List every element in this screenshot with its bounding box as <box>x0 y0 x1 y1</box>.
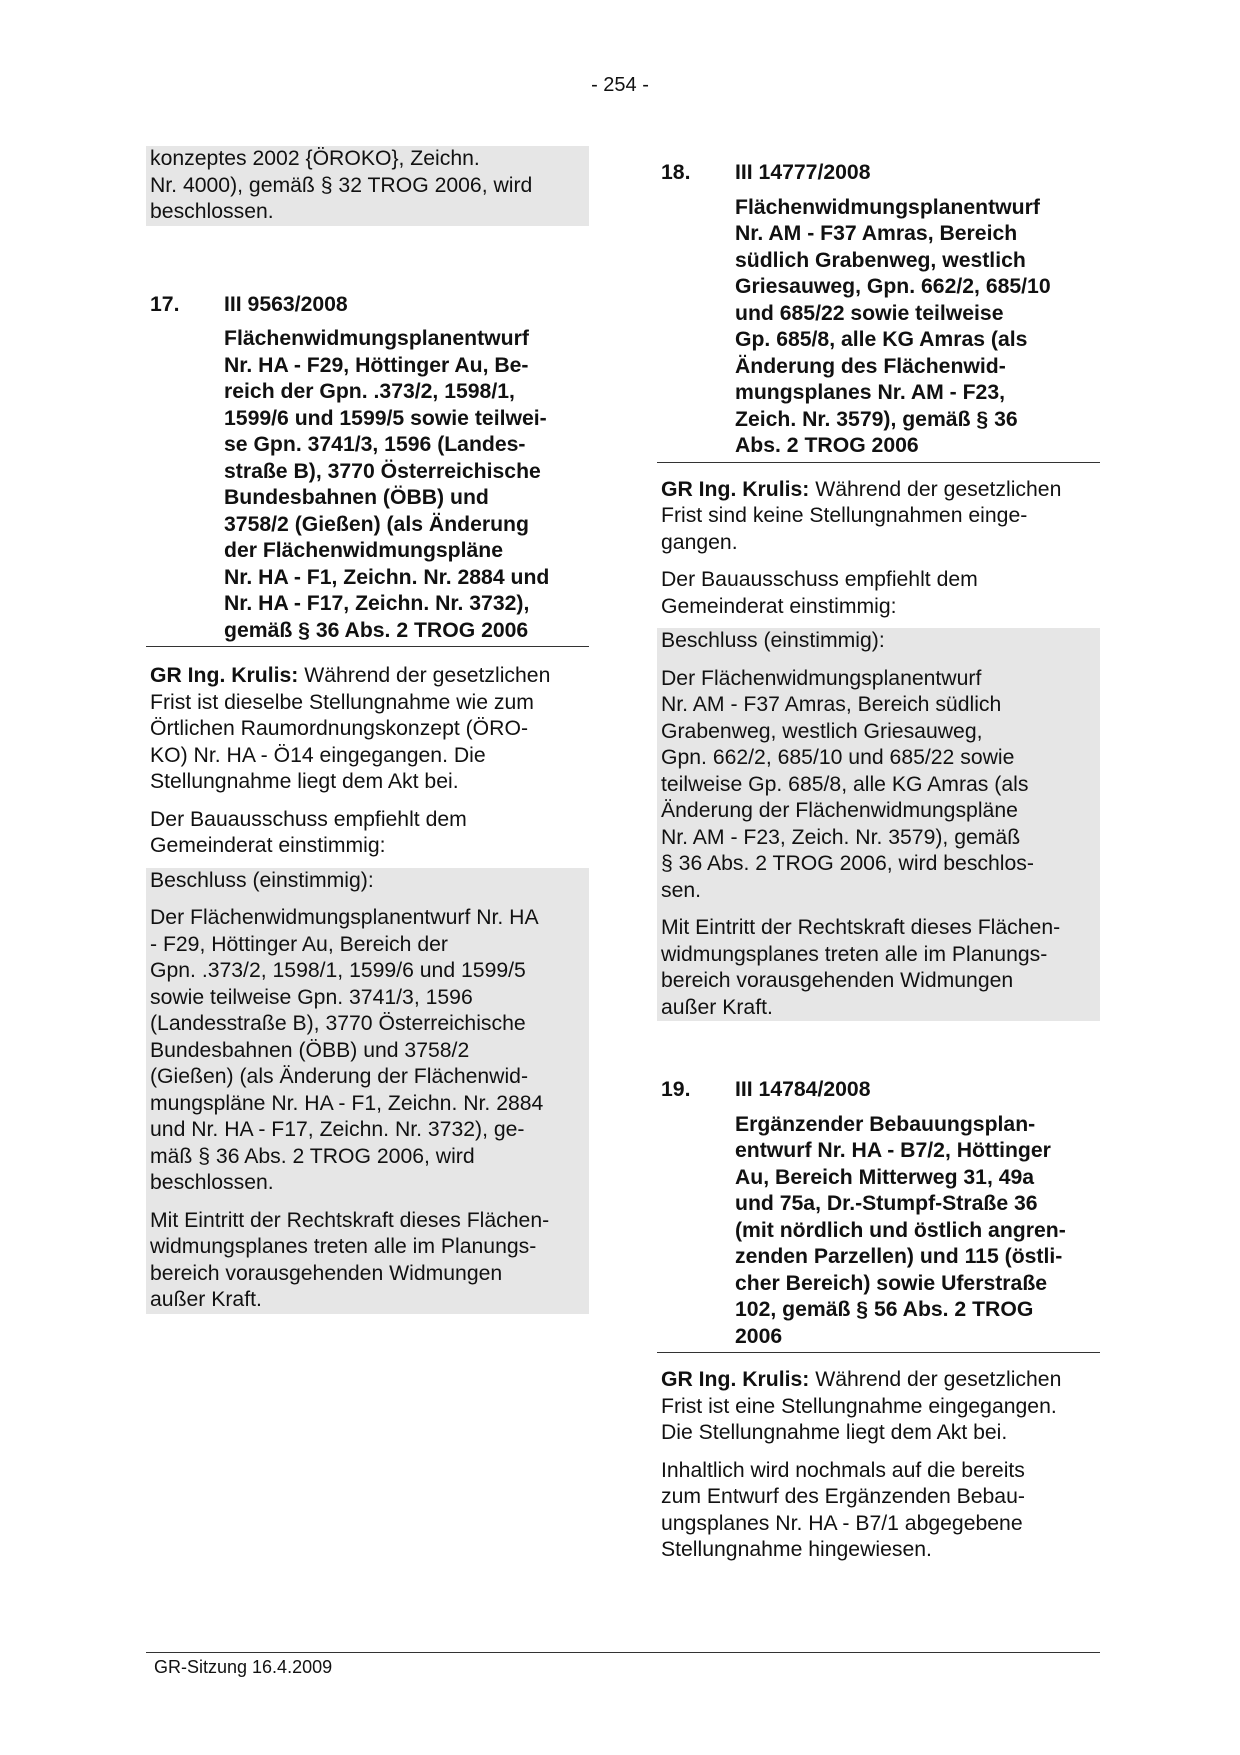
item-17-title <box>146 326 589 647</box>
item-reference: III 14777/2008 <box>735 161 871 184</box>
right-column <box>657 146 1100 1564</box>
resolution-text <box>150 905 585 1197</box>
item-18-title <box>657 195 1100 463</box>
line: Bundesbahnen (ÖBB) und 3758/2 <box>150 1038 470 1062</box>
line: konzeptes 2002 {ÖROKO}, Zeichn. <box>150 147 480 170</box>
line: Gemeinderat einstimmig: <box>661 594 897 618</box>
line: Frist ist eine Stellungnahme eingegangen. <box>661 1394 1057 1418</box>
speaker-name: GR Ing. Krulis: <box>150 664 299 687</box>
line: und Nr. HA - F17, Zeichn. Nr. 3732), ge- <box>150 1118 525 1141</box>
page-number: - 254 - <box>591 74 649 96</box>
line: Gpn. .373/2, 1598/1, 1599/6 und 1599/5 <box>150 959 526 982</box>
line: Gpn. 662/2, 685/10 und 685/22 sowie <box>661 746 1015 769</box>
speaker-name: GR Ing. Krulis: <box>661 1368 810 1391</box>
line: Frist ist dieselbe Stellungnahme wie zum <box>150 690 534 714</box>
line: widmungsplanes treten alle im Planungs- <box>150 1235 537 1258</box>
resolution-heading: Beschluss (einstimmig): <box>150 868 374 892</box>
line: Der Bauausschuss empfiehlt dem <box>661 568 978 591</box>
line: außer Kraft. <box>150 1288 262 1311</box>
title-line: cher Bereich) sowie Uferstraße <box>735 1271 1048 1295</box>
title-line: 2006 <box>735 1324 783 1348</box>
title-line: Griesauweg, Gpn. 662/2, 685/10 <box>735 275 1051 298</box>
item-18-recommendation <box>657 567 1100 620</box>
title-line: 102, gemäß § 56 Abs. 2 TROG <box>735 1298 1034 1321</box>
item-number: 19. <box>661 1078 691 1101</box>
title-line: se Gpn. 3741/3, 1596 (Landes- <box>224 433 526 456</box>
title-line: Abs. 2 TROG 2006 <box>735 434 919 457</box>
item-17-recommendation <box>146 807 589 860</box>
item-reference: III 9563/2008 <box>224 292 348 316</box>
title-line: der Flächenwidmungspläne <box>224 539 504 562</box>
line: Inhaltlich wird nochmals auf die bereits <box>661 1458 1025 1482</box>
title-line: Nr. AM - F37 Amras, Bereich <box>735 222 1018 245</box>
line: § 36 Abs. 2 TROG 2006, wird beschlos- <box>661 852 1034 875</box>
line: ungsplanes Nr. HA - B7/1 abgegebene <box>661 1511 1023 1535</box>
title-line: Nr. HA - F17, Zeichn. Nr. 3732), <box>224 592 530 615</box>
line: Mit Eintritt der Rechtskraft dieses Flächen- <box>661 916 1061 939</box>
item-17-statement <box>146 663 589 796</box>
title-line: zenden Parzellen) und 115 (östli- <box>735 1245 1063 1268</box>
item-19-note <box>657 1458 1100 1564</box>
line: (Landesstraße B), 3770 Österreichische <box>150 1012 526 1035</box>
line: widmungsplanes treten alle im Planungs- <box>661 942 1048 966</box>
item-18-resolution-block <box>657 628 1100 1021</box>
item-number: 17. <box>150 292 180 316</box>
title-line: und 75a, Dr.-Stumpf-Straße 36 <box>735 1192 1038 1215</box>
title-line: entwurf Nr. HA - B7/2, Höttinger <box>735 1139 1051 1162</box>
line: Mit Eintritt der Rechtskraft dieses Flächen- <box>150 1208 550 1232</box>
item-17-resolution-block <box>146 868 589 1314</box>
line: Örtlichen Raumordnungskonzept (ÖRO- <box>150 717 529 740</box>
line: Nr. AM - F23, Zeich. Nr. 3579), gemäß <box>661 825 1021 849</box>
title-line: 3758/2 (Gießen) (als Änderung <box>224 512 529 536</box>
title-line: reich der Gpn. .373/2, 1598/1, <box>224 380 515 403</box>
line: Während der gesetzlichen <box>298 664 551 687</box>
item-19-statement <box>657 1367 1100 1447</box>
footer-divider <box>146 1652 1100 1653</box>
line: - F29, Höttinger Au, Bereich der <box>150 932 448 956</box>
speaker-name: GR Ing. Krulis: <box>661 477 810 501</box>
continuation-text <box>146 146 589 226</box>
line: mungspläne Nr. HA - F1, Zeichn. Nr. 2884 <box>150 1091 544 1115</box>
line: Während der gesetzlichen <box>809 1368 1062 1391</box>
line: teilweise Gp. 685/8, alle KG Amras (als <box>661 772 1029 796</box>
resolution-text <box>661 666 1096 905</box>
title-line: Flächenwidmungsplanentwurf <box>224 327 529 350</box>
line: (Gießen) (als Änderung der Flächenwid- <box>150 1065 529 1088</box>
line: bereich vorausgehenden Widmungen <box>661 969 1014 992</box>
line: sen. <box>661 878 702 902</box>
title-line: südlich Grabenweg, westlich <box>735 248 1026 272</box>
line: Gemeinderat einstimmig: <box>150 834 386 857</box>
line: KO) Nr. HA - Ö14 eingegangen. Die <box>150 743 486 767</box>
line: sowie teilweise Gpn. 3741/3, 1596 <box>150 985 473 1009</box>
title-line: Ergänzender Bebauungsplan- <box>735 1112 1036 1136</box>
title-line: Flächenwidmungsplanentwurf <box>735 195 1040 219</box>
item-19-title <box>657 1112 1100 1354</box>
title-line: Gp. 685/8, alle KG Amras (als <box>735 328 1028 351</box>
line: Grabenweg, westlich Griesauweg, <box>661 719 983 743</box>
title-line: Änderung des Flächenwid- <box>735 354 1006 378</box>
line: Nr. AM - F37 Amras, Bereich südlich <box>661 693 1002 716</box>
legal-effect-text <box>150 1208 585 1314</box>
line: Während der gesetzlichen <box>809 477 1062 501</box>
line: außer Kraft. <box>661 995 773 1019</box>
title-line: Bundesbahnen (ÖBB) und <box>224 486 489 509</box>
item-number: 18. <box>661 161 691 184</box>
line: beschlossen. <box>150 200 274 223</box>
line: Stellungnahme liegt dem Akt bei. <box>150 770 459 793</box>
title-line: und 685/22 sowie teilweise <box>735 301 1004 325</box>
title-line: straße B), 3770 Österreichische <box>224 459 541 483</box>
line: mäß § 36 Abs. 2 TROG 2006, wird <box>150 1144 475 1168</box>
title-line: 1599/6 und 1599/5 sowie teilwei- <box>224 406 547 430</box>
resolution-heading: Beschluss (einstimmig): <box>661 629 885 652</box>
title-line: Zeich. Nr. 3579), gemäß § 36 <box>735 407 1018 431</box>
line: Der Flächenwidmungsplanentwurf Nr. HA <box>150 906 539 929</box>
title-line: mungsplanes Nr. AM - F23, <box>735 381 1005 404</box>
line: Nr. 4000), gemäß § 32 TROG 2006, wird <box>150 173 533 197</box>
line: Der Flächenwidmungsplanentwurf <box>661 666 982 690</box>
item-18-heading <box>657 160 1100 187</box>
line: zum Entwurf des Ergänzenden Bebau- <box>661 1485 1025 1508</box>
line: Änderung der Flächenwidmungspläne <box>661 799 1018 822</box>
legal-effect-text <box>661 915 1096 1021</box>
title-line: (mit nördlich und östlich angren- <box>735 1218 1066 1242</box>
item-reference: III 14784/2008 <box>735 1078 871 1101</box>
title-line: Au, Bereich Mitterweg 31, 49a <box>735 1165 1035 1189</box>
footer-text: GR-Sitzung 16.4.2009 <box>154 1657 333 1677</box>
line: gangen. <box>661 530 738 554</box>
item-17-heading <box>146 292 589 319</box>
item-18-statement <box>657 477 1100 557</box>
line: Der Bauausschuss empfiehlt dem <box>150 807 467 831</box>
title-line: gemäß § 36 Abs. 2 TROG 2006 <box>224 618 529 642</box>
left-column <box>146 146 589 1314</box>
line: Stellungnahme hingewiesen. <box>661 1538 932 1561</box>
item-19-heading <box>657 1077 1100 1104</box>
line: beschlossen. <box>150 1171 274 1194</box>
title-line: Nr. HA - F29, Höttinger Au, Be- <box>224 353 529 377</box>
title-line: Nr. HA - F1, Zeichn. Nr. 2884 und <box>224 565 550 589</box>
line: Frist sind keine Stellungnahmen einge- <box>661 504 1028 527</box>
line: Die Stellungnahme liegt dem Akt bei. <box>661 1421 1008 1444</box>
line: bereich vorausgehenden Widmungen <box>150 1261 503 1285</box>
